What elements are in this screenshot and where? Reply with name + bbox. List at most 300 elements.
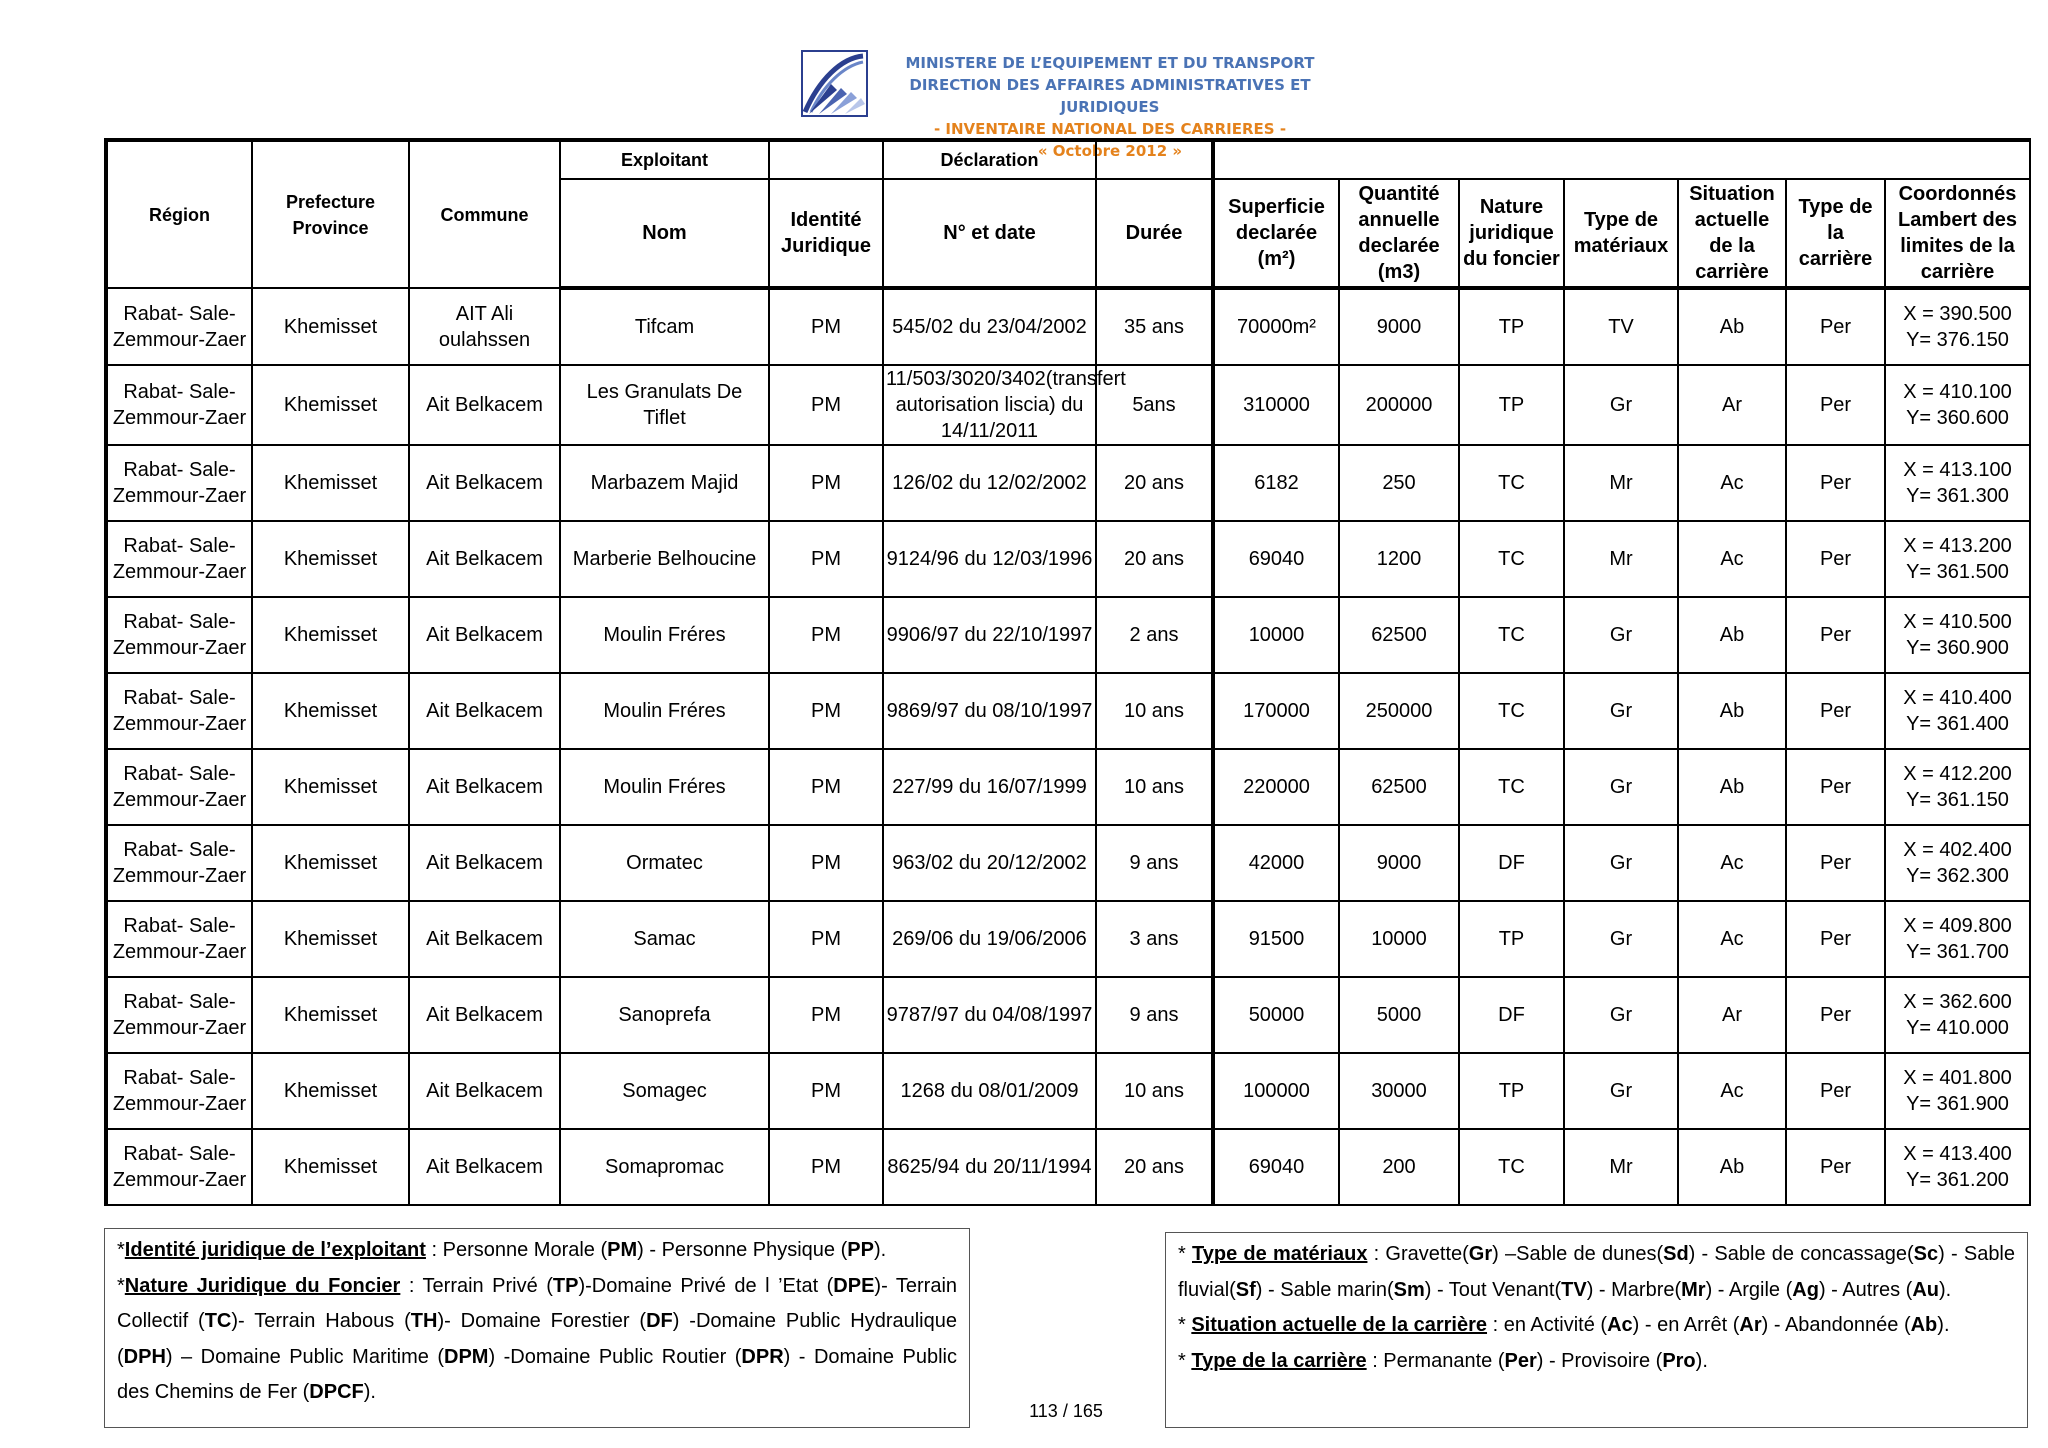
coord-y: Y= 376.150 [1906, 329, 2009, 351]
legend-text-part: ) - Personne Physique ( [637, 1239, 848, 1261]
cell-nature: DF [1459, 977, 1564, 1053]
cell-superficie: 69040 [1213, 521, 1339, 597]
cell-duree: 10 ans [1096, 673, 1213, 749]
legend-text-part: : Gravette( [1367, 1243, 1469, 1265]
coord-y: Y= 361.400 [1906, 713, 2009, 735]
coord-x: X = 410.500 [1903, 611, 2012, 633]
coord-y: Y= 410.000 [1906, 1017, 2009, 1039]
cell-type-carr: Per [1786, 749, 1885, 825]
cell-nom: Moulin Fréres [560, 749, 769, 825]
legend-code: TP [552, 1274, 579, 1297]
legend-code: DPH [123, 1345, 166, 1368]
cell-commune: Ait Belkacem [409, 1129, 560, 1205]
legend-text-part: ) - Abandonnée ( [1761, 1314, 1911, 1336]
legend-code: Ac [1607, 1314, 1633, 1336]
cell-identite: PM [769, 901, 883, 977]
coord-x: X = 362.600 [1903, 991, 2012, 1013]
legend-type-carriere-title: Type de la carrière [1191, 1349, 1367, 1372]
legend-code: Gr [1468, 1243, 1493, 1265]
cell-duree: 9 ans [1096, 977, 1213, 1053]
cell-commune: Ait Belkacem [409, 901, 560, 977]
cell-numero: 9124/96 du 12/03/1996 [883, 521, 1096, 597]
cell-coordinates [1885, 521, 2030, 597]
cell-nature: TC [1459, 749, 1564, 825]
legend-text-part: : Terrain Privé ( [400, 1274, 553, 1297]
legend-text-part: ) – Domaine Public Maritime ( [165, 1345, 445, 1368]
legend-text-part: ) - Domaine Public des Chemins de Fer ( [117, 1345, 957, 1403]
legend-text-part: ) -Domaine Public Hydraulique ( [117, 1310, 957, 1368]
cell-nom: Marbazem Majid [560, 445, 769, 521]
cell-numero: 963/02 du 20/12/2002 [883, 825, 1096, 901]
coord-x: X = 412.200 [1903, 763, 2012, 785]
legend-text-part: ). [1937, 1314, 1950, 1336]
legend-text-part: ) - Provisoire ( [1536, 1349, 1663, 1372]
legend-right [1165, 1232, 2028, 1428]
legend-text-part: ) - en Arrêt ( [1632, 1314, 1740, 1336]
legend-code: Ar [1739, 1314, 1762, 1336]
cell-nature: TC [1459, 1129, 1564, 1205]
col-commune: Commune [409, 140, 560, 288]
cell-coordinates [1885, 365, 2030, 445]
table-row [106, 521, 2030, 597]
legend-code: Sf [1235, 1278, 1256, 1301]
cell-quantite: 62500 [1339, 597, 1459, 673]
header-date: « Octobre 2012 » [1037, 142, 1183, 160]
cell-type-carr: Per [1786, 977, 1885, 1053]
group-declaration: Déclaration [883, 140, 1096, 179]
table-row [106, 825, 2030, 901]
cell-region: Rabat- Sale-Zemmour-Zaer [106, 825, 252, 901]
cell-prefecture: Khemisset [252, 365, 409, 445]
cell-type-mat: Gr [1564, 901, 1678, 977]
cell-situation: Ab [1678, 597, 1786, 673]
cell-nature: TP [1459, 901, 1564, 977]
cell-commune: Ait Belkacem [409, 365, 560, 445]
cell-region: Rabat- Sale-Zemmour-Zaer [106, 445, 252, 521]
cell-superficie: 170000 [1213, 673, 1339, 749]
cell-prefecture: Khemisset [252, 597, 409, 673]
cell-numero: 269/06 du 19/06/2006 [883, 901, 1096, 977]
cell-region: Rabat- Sale-Zemmour-Zaer [106, 521, 252, 597]
legend-text-part: ). [1938, 1278, 1952, 1301]
col-type-materiaux: Type de matériaux [1564, 179, 1678, 288]
cell-superficie: 310000 [1213, 365, 1339, 445]
legend-code: TH [410, 1310, 438, 1332]
cell-numero: 545/02 du 23/04/2002 [883, 288, 1096, 365]
cell-identite: PM [769, 597, 883, 673]
cell-duree: 9 ans [1096, 825, 1213, 901]
cell-type-mat: Mr [1564, 1129, 1678, 1205]
cell-region: Rabat- Sale-Zemmour-Zaer [106, 1129, 252, 1205]
cell-quantite: 200000 [1339, 365, 1459, 445]
legend-code: TV [1561, 1278, 1587, 1301]
table-row [106, 1053, 2030, 1129]
cell-situation: Ac [1678, 445, 1786, 521]
cell-identite: PM [769, 1053, 883, 1129]
table-row [106, 1129, 2030, 1205]
cell-quantite: 62500 [1339, 749, 1459, 825]
quarry-table [104, 138, 2031, 1206]
cell-region: Rabat- Sale-Zemmour-Zaer [106, 749, 252, 825]
cell-type-carr: Per [1786, 901, 1885, 977]
col-type-carriere: Type de la carrière [1786, 179, 1885, 288]
cell-superficie: 69040 [1213, 1129, 1339, 1205]
legend-text-part: : Permanante ( [1366, 1349, 1505, 1372]
cell-situation: Ab [1678, 749, 1786, 825]
legend-identite-title: Identité juridique de l’exploitant [124, 1239, 426, 1261]
cell-nature: TP [1459, 365, 1564, 445]
cell-type-mat: Gr [1564, 1053, 1678, 1129]
page-number: 113 / 165 [1029, 1401, 1103, 1421]
coord-x: X = 409.800 [1903, 915, 2012, 937]
legend-text-part: ) - Autres ( [1818, 1278, 1913, 1301]
legend-code: Per [1504, 1349, 1537, 1372]
cell-superficie: 70000m² [1213, 288, 1339, 365]
group-blank [1213, 140, 2030, 179]
table-group-header-row [106, 140, 2030, 179]
legend-text-part: ). [873, 1239, 887, 1261]
header-inventory: - INVENTAIRE NATIONAL DES CARRIERES - [933, 120, 1287, 138]
cell-duree: 5ans [1096, 365, 1213, 445]
legend-code: Mr [1681, 1278, 1706, 1301]
coord-x: X = 410.100 [1903, 381, 2012, 403]
cell-identite: PM [769, 977, 883, 1053]
legend-type-materiaux-title: Type de matériaux [1192, 1243, 1368, 1265]
cell-duree: 20 ans [1096, 521, 1213, 597]
cell-nature: TC [1459, 445, 1564, 521]
legend-code: PP [847, 1239, 874, 1261]
legend-text-part: ) - Sable marin( [1255, 1278, 1394, 1301]
legend-text-part: : Personne Morale ( [425, 1239, 608, 1261]
table-row [106, 288, 2030, 365]
cell-situation: Ac [1678, 521, 1786, 597]
cell-numero: 9787/97 du 04/08/1997 [883, 977, 1096, 1053]
cell-type-carr: Per [1786, 597, 1885, 673]
cell-quantite: 5000 [1339, 977, 1459, 1053]
cell-commune: Ait Belkacem [409, 825, 560, 901]
cell-type-carr: Per [1786, 288, 1885, 365]
cell-duree: 20 ans [1096, 445, 1213, 521]
legend-code: Ag [1792, 1278, 1819, 1301]
coord-y: Y= 361.200 [1906, 1169, 2009, 1191]
table-row [106, 901, 2030, 977]
cell-nature: TC [1459, 521, 1564, 597]
table-row [106, 977, 2030, 1053]
legend-nature: *Nature Juridique du Foncier : Terrain Privé (TP)-Domaine Privé de l ’Etat (DPE)- Terrain Collectif (TC)- Terrain Habous (TH)- Domaine Forestier (DF) -Domaine Public Hydraulique (DPH) – Domaine Public Maritime (DPM) -Domaine Public Routier (DPR) - Domaine Public des Chemins de Fer (DPCF). [117, 1274, 958, 1403]
legend-code: Sd [1663, 1243, 1689, 1265]
legend-text-part: ) - Marbre( [1586, 1278, 1682, 1301]
coord-x: X = 413.100 [1903, 459, 2012, 481]
cell-nature: TP [1459, 1053, 1564, 1129]
cell-type-mat: Gr [1564, 825, 1678, 901]
col-nom: Nom [560, 179, 769, 288]
legend-text-part: ). [1695, 1349, 1708, 1372]
cell-superficie: 91500 [1213, 901, 1339, 977]
legend-situation-title: Situation actuelle de la carrière [1191, 1314, 1488, 1336]
legend-text-part: ) - Argile ( [1705, 1278, 1793, 1301]
cell-prefecture: Khemisset [252, 1053, 409, 1129]
legend-text-part: )- Terrain Habous ( [231, 1310, 411, 1332]
cell-commune: Ait Belkacem [409, 977, 560, 1053]
cell-type-carr: Per [1786, 1053, 1885, 1129]
cell-numero: 8625/94 du 20/11/1994 [883, 1129, 1096, 1205]
cell-coordinates [1885, 1053, 2030, 1129]
cell-prefecture: Khemisset [252, 445, 409, 521]
coord-y: Y= 361.700 [1906, 941, 2009, 963]
coord-x: X = 390.500 [1903, 303, 2012, 325]
group-declaration-spacer [1096, 140, 1213, 179]
cell-identite: PM [769, 749, 883, 825]
cell-nom: Somagec [560, 1053, 769, 1129]
table-row [106, 445, 2030, 521]
cell-nom: Les Granulats De Tiflet [560, 365, 769, 445]
cell-type-carr: Per [1786, 365, 1885, 445]
cell-duree: 35 ans [1096, 288, 1213, 365]
table-row [106, 365, 2030, 445]
cell-coordinates [1885, 977, 2030, 1053]
legend-text-part: ) –Sable de dunes( [1492, 1243, 1664, 1265]
cell-situation: Ac [1678, 825, 1786, 901]
coord-x: X = 413.200 [1903, 535, 2012, 557]
legend-type-carriere-text [1367, 1350, 1708, 1372]
cell-duree: 3 ans [1096, 901, 1213, 977]
cell-commune: Ait Belkacem [409, 597, 560, 673]
cell-situation: Ab [1678, 288, 1786, 365]
coord-y: Y= 361.900 [1906, 1093, 2009, 1115]
cell-quantite: 10000 [1339, 901, 1459, 977]
legend-identite: *Identité juridique de l’exploitant : Personne Morale (PM) - Personne Physique (PP). [117, 1239, 887, 1261]
cell-type-mat: Gr [1564, 597, 1678, 673]
cell-coordinates [1885, 288, 2030, 365]
cell-situation: Ar [1678, 977, 1786, 1053]
col-duree: Durée [1096, 179, 1213, 288]
legend-code: Ab [1910, 1314, 1938, 1336]
cell-type-mat: Mr [1564, 445, 1678, 521]
cell-type-carr: Per [1786, 1129, 1885, 1205]
cell-identite: PM [769, 445, 883, 521]
cell-situation: Ar [1678, 365, 1786, 445]
legend-text-part: )-Domaine Privé de l ’Etat ( [578, 1274, 834, 1297]
coord-y: Y= 360.900 [1906, 637, 2009, 659]
legend-code: DPR [741, 1345, 784, 1368]
group-exploitant-spacer [769, 140, 883, 179]
cell-prefecture: Khemisset [252, 901, 409, 977]
cell-superficie: 42000 [1213, 825, 1339, 901]
cell-type-mat: Gr [1564, 365, 1678, 445]
cell-situation: Ac [1678, 901, 1786, 977]
coord-y: Y= 361.500 [1906, 561, 2009, 583]
cell-type-mat: Gr [1564, 749, 1678, 825]
cell-prefecture: Khemisset [252, 825, 409, 901]
cell-quantite: 200 [1339, 1129, 1459, 1205]
cell-nom: Somapromac [560, 1129, 769, 1205]
cell-coordinates [1885, 445, 2030, 521]
cell-identite: PM [769, 825, 883, 901]
col-situation: Situation actuelle de la carrière [1678, 179, 1786, 288]
cell-identite: PM [769, 288, 883, 365]
legend-situation: * Situation actuelle de la carrière : en Activité (Ac) - en Arrêt (Ar) - Abandonnée (Ab). [1178, 1314, 1950, 1336]
col-prefecture: Prefecture Province [252, 140, 409, 288]
cell-situation: Ab [1678, 1129, 1786, 1205]
cell-type-mat: Mr [1564, 521, 1678, 597]
cell-duree: 2 ans [1096, 597, 1213, 673]
legend-type-carriere: * Type de la carrière : Permanante (Per) - Provisoire (Pro). [1178, 1349, 1708, 1372]
table-row [106, 749, 2030, 825]
legend-text-part: : en Activité ( [1487, 1314, 1608, 1336]
group-exploitant: Exploitant [560, 140, 769, 179]
legend-code: Sm [1393, 1278, 1425, 1301]
cell-superficie: 50000 [1213, 977, 1339, 1053]
legend-text-part: ) -Domaine Public Routier ( [488, 1345, 742, 1368]
legend-code: Pro [1662, 1349, 1696, 1372]
cell-quantite: 30000 [1339, 1053, 1459, 1129]
cell-commune: Ait Belkacem [409, 673, 560, 749]
cell-duree: 20 ans [1096, 1129, 1213, 1205]
cell-type-mat: TV [1564, 288, 1678, 365]
legend-code: Sc [1913, 1243, 1939, 1265]
legend-code: Au [1912, 1278, 1939, 1301]
col-region: Région [106, 140, 252, 288]
cell-region: Rabat- Sale-Zemmour-Zaer [106, 977, 252, 1053]
cell-type-carr: Per [1786, 445, 1885, 521]
cell-coordinates [1885, 673, 2030, 749]
legend-situation-text [1487, 1314, 1949, 1336]
legend-code: TC [204, 1310, 232, 1332]
cell-nature: TP [1459, 288, 1564, 365]
cell-quantite: 250 [1339, 445, 1459, 521]
cell-identite: PM [769, 365, 883, 445]
cell-prefecture: Khemisset [252, 673, 409, 749]
cell-region: Rabat- Sale-Zemmour-Zaer [106, 597, 252, 673]
cell-nature: TC [1459, 673, 1564, 749]
cell-commune: Ait Belkacem [409, 521, 560, 597]
cell-nom: Tifcam [560, 288, 769, 365]
legend-text-part: ) - Sable fluvial( [1178, 1243, 2016, 1301]
cell-coordinates [1885, 749, 2030, 825]
header-direction: DIRECTION DES AFFAIRES ADMINISTRATIVES ET JURIDIQUES [909, 76, 1311, 116]
cell-prefecture: Khemisset [252, 749, 409, 825]
cell-nom: Moulin Fréres [560, 673, 769, 749]
legend-text-part: ) - Sable de concassage( [1688, 1243, 1914, 1265]
legend-type-materiaux: * Type de matériaux : Gravette(Gr) –Sable de dunes(Sd) - Sable de concassage(Sc) - Sable fluvial(Sf) - Sable marin(Sm) - Tout Venant(TV) - Marbre(Mr) - Argile (Ag) - Autres (Au). [1178, 1243, 2016, 1301]
cell-superficie: 220000 [1213, 749, 1339, 825]
cell-duree: 10 ans [1096, 749, 1213, 825]
legend-text-part: )- Terrain Collectif ( [117, 1274, 958, 1332]
legend-code: PM [607, 1239, 638, 1261]
table-body [106, 288, 2030, 1205]
cell-type-carr: Per [1786, 825, 1885, 901]
col-nature: Nature juridique du foncier [1459, 179, 1564, 288]
cell-prefecture: Khemisset [252, 288, 409, 365]
ministry-logo-icon [801, 50, 868, 117]
cell-type-mat: Gr [1564, 673, 1678, 749]
cell-prefecture: Khemisset [252, 1129, 409, 1205]
coord-y: Y= 362.300 [1906, 865, 2009, 887]
coord-y: Y= 360.600 [1906, 407, 2009, 429]
col-identite: Identité Juridique [769, 179, 883, 288]
cell-coordinates [1885, 901, 2030, 977]
coord-x: X = 413.400 [1903, 1143, 2012, 1165]
cell-quantite: 9000 [1339, 288, 1459, 365]
cell-commune: Ait Belkacem [409, 1053, 560, 1129]
cell-commune: Ait Belkacem [409, 445, 560, 521]
cell-situation: Ac [1678, 1053, 1786, 1129]
cell-type-carr: Per [1786, 521, 1885, 597]
legend-text-part: ) - Tout Venant( [1424, 1278, 1562, 1301]
legend-code: DPE [833, 1274, 875, 1297]
cell-region: Rabat- Sale-Zemmour-Zaer [106, 901, 252, 977]
cell-quantite: 1200 [1339, 521, 1459, 597]
header-ministry: MINISTERE DE L’EQUIPEMENT ET DU TRANSPORT [905, 54, 1315, 72]
cell-nom: Ormatec [560, 825, 769, 901]
cell-nom: Moulin Fréres [560, 597, 769, 673]
cell-numero: 126/02 du 12/02/2002 [883, 445, 1096, 521]
cell-region: Rabat- Sale-Zemmour-Zaer [106, 1053, 252, 1129]
cell-numero: 11/503/3020/3402(transfert autorisation liscia) du 14/11/2011 [883, 365, 1096, 445]
legend-nature-title: Nature Juridique du Foncier [124, 1274, 401, 1297]
cell-nom: Marberie Belhoucine [560, 521, 769, 597]
cell-numero: 9869/97 du 08/10/1997 [883, 673, 1096, 749]
cell-nature: TC [1459, 597, 1564, 673]
cell-quantite: 9000 [1339, 825, 1459, 901]
legend-identite-text [426, 1239, 886, 1261]
cell-duree: 10 ans [1096, 1053, 1213, 1129]
cell-nom: Sanoprefa [560, 977, 769, 1053]
cell-numero: 9906/97 du 22/10/1997 [883, 597, 1096, 673]
legend-left [104, 1228, 970, 1428]
legend-text-part: ). [363, 1381, 376, 1403]
cell-region: Rabat- Sale-Zemmour-Zaer [106, 365, 252, 445]
cell-commune: Ait Belkacem [409, 749, 560, 825]
cell-region: Rabat- Sale-Zemmour-Zaer [106, 288, 252, 365]
table-row [106, 673, 2030, 749]
legend-code: DPCF [309, 1381, 364, 1403]
cell-prefecture: Khemisset [252, 977, 409, 1053]
cell-quantite: 250000 [1339, 673, 1459, 749]
cell-identite: PM [769, 521, 883, 597]
coord-x: X = 402.400 [1903, 839, 2012, 861]
coord-x: X = 410.400 [1903, 687, 2012, 709]
col-numero: N° et date [883, 179, 1096, 288]
cell-superficie: 6182 [1213, 445, 1339, 521]
cell-nom: Samac [560, 901, 769, 977]
cell-superficie: 10000 [1213, 597, 1339, 673]
cell-coordinates [1885, 597, 2030, 673]
cell-superficie: 100000 [1213, 1053, 1339, 1129]
cell-type-mat: Gr [1564, 977, 1678, 1053]
coord-x: X = 401.800 [1903, 1067, 2012, 1089]
cell-coordinates [1885, 825, 2030, 901]
cell-prefecture: Khemisset [252, 521, 409, 597]
legend-text-part: )- Domaine Forestier ( [437, 1310, 647, 1332]
cell-type-carr: Per [1786, 673, 1885, 749]
cell-nature: DF [1459, 825, 1564, 901]
table-row [106, 597, 2030, 673]
cell-region: Rabat- Sale-Zemmour-Zaer [106, 673, 252, 749]
cell-identite: PM [769, 1129, 883, 1205]
cell-numero: 227/99 du 16/07/1999 [883, 749, 1096, 825]
col-superficie: Superficie declarée (m²) [1213, 179, 1339, 288]
coord-y: Y= 361.300 [1906, 485, 2009, 507]
coord-y: Y= 361.150 [1906, 789, 2009, 811]
cell-numero: 1268 du 08/01/2009 [883, 1053, 1096, 1129]
cell-coordinates [1885, 1129, 2030, 1205]
legend-code: DPM [444, 1345, 489, 1368]
cell-identite: PM [769, 673, 883, 749]
col-coordonnees: Coordonnés Lambert des limites de la carrière [1885, 179, 2030, 288]
col-quantite: Quantité annuelle declarée (m3) [1339, 179, 1459, 288]
cell-commune: AIT Ali oulahssen [409, 288, 560, 365]
